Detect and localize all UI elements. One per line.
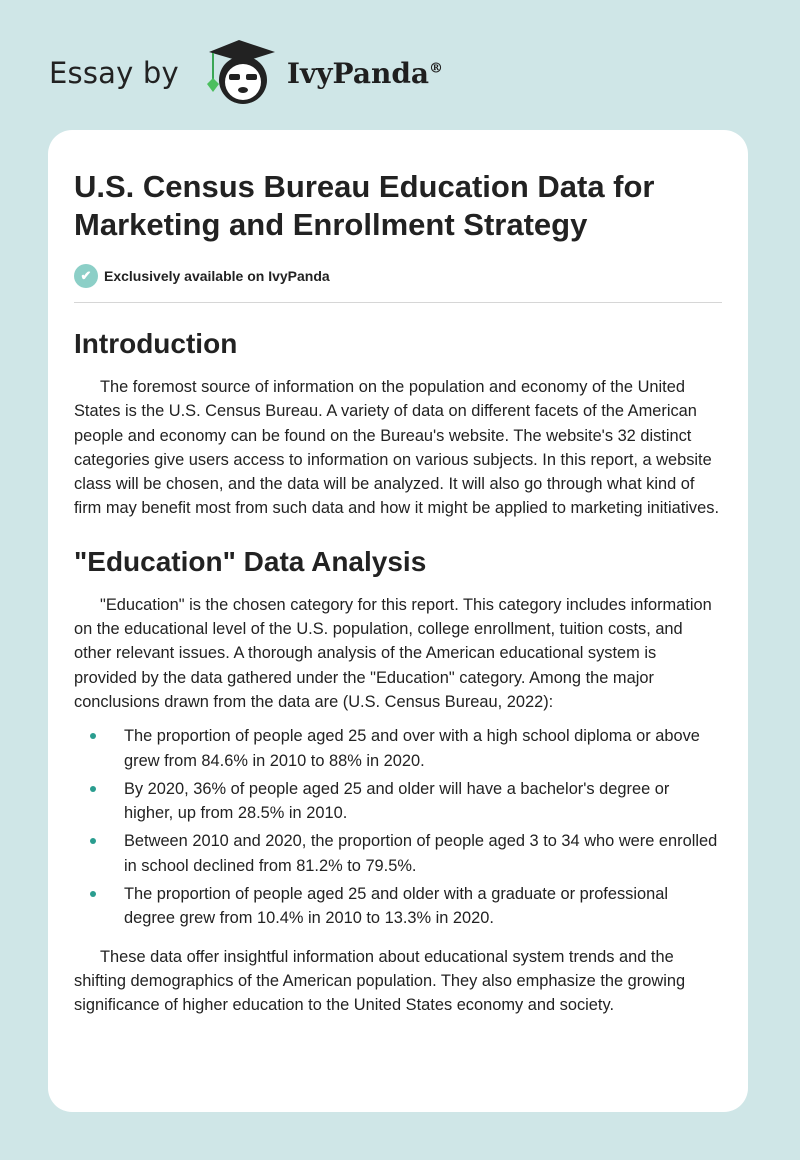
section-heading: Introduction	[74, 328, 238, 359]
check-icon: ✔	[74, 264, 98, 288]
list-item: Between 2010 and 2020, the proportion of people aged 3 to 34 who were enrolled in school declined from 81.2% to 79.5%.	[124, 829, 722, 878]
section-heading: "Education" Data Analysis	[74, 545, 427, 577]
bullet-list	[74, 724, 722, 930]
divider	[74, 302, 722, 303]
exclusive-badge	[74, 264, 722, 288]
paragraph: The foremost source of information on the population and economy of the United States is the U.S. Census Bureau. A variety of data on different facets of the American people and economy can be found on the Bureau's website. The website's 32 distinct categories give users access to information on various subjects. In this report, a website class will be chosen, and the data will be analyzed. It will also go through what kind of firm may benefit most from such data and how it might be applied to marketing initiatives.	[74, 378, 719, 518]
list-item: By 2020, 36% of people aged 25 and older will have a bachelor's degree or higher, up from 28.5% in 2010.	[124, 777, 722, 826]
brand-name: IvyPanda®	[286, 56, 444, 90]
badge-label: Exclusively available on IvyPanda	[104, 268, 330, 284]
paragraph: "Education" is the chosen category for this report. This category includes information on the educational level of the U.S. population, college enrollment, tuition costs, and other relevant issues. A thorough analysis of the American educational system is provided by the data gathered under the "Education" category. Among the major conclusions drawn from the data are (U.S. Census Bureau, 2022):	[74, 595, 712, 711]
paragraph: These data offer insightful information about educational system trends and the shifting demographics of the American population. They also emphasize the growing significance of higher education to the United States economy and society.	[74, 947, 686, 1015]
essay-by-label: Essay by	[49, 56, 179, 90]
article-title: U.S. Census Bureau Education Data for Marketing and Enrollment Strategy	[74, 169, 655, 242]
site-header	[49, 38, 443, 108]
list-item: The proportion of people aged 25 and older with a graduate or professional degree grew from 10.4% in 2010 to 13.3% in 2020.	[124, 882, 722, 931]
ivypanda-logo-icon[interactable]	[195, 38, 283, 108]
list-item: The proportion of people aged 25 and over with a high school diploma or above grew from 84.6% in 2010 to 88% in 2020.	[124, 724, 722, 773]
article-card	[48, 130, 748, 1112]
